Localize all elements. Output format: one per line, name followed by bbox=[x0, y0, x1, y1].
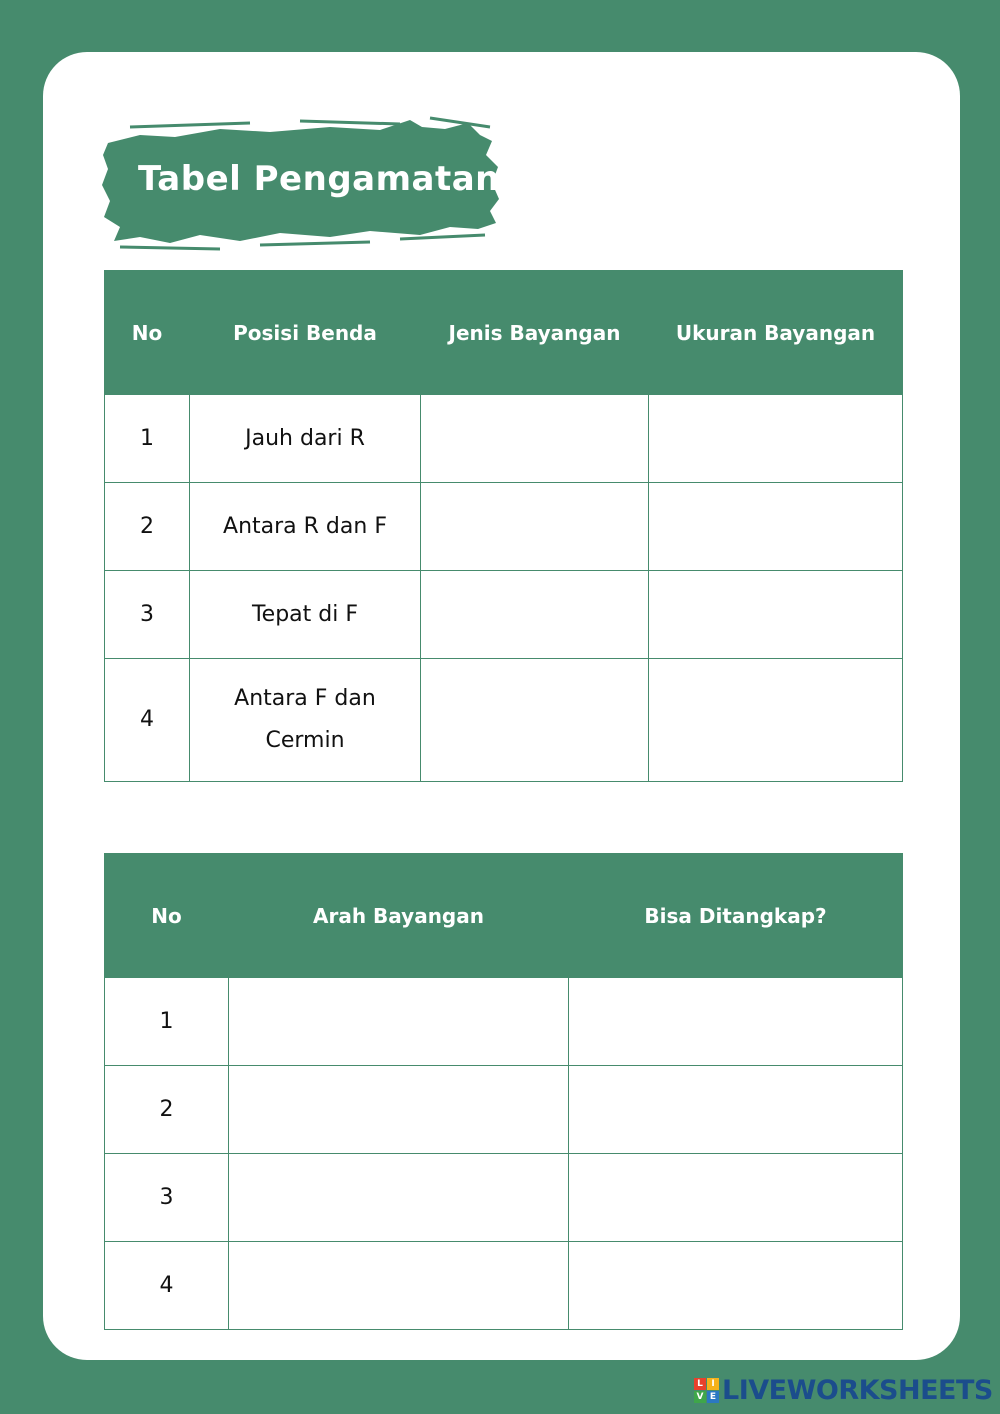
row-number: 3 bbox=[105, 571, 190, 659]
posisi-cell: Antara R dan F bbox=[190, 483, 421, 571]
title-banner bbox=[100, 115, 502, 253]
row-number: 4 bbox=[105, 1242, 229, 1330]
jenis-input-cell[interactable] bbox=[421, 659, 649, 782]
posisi-line-2: Cermin bbox=[265, 728, 345, 753]
table-row bbox=[105, 978, 903, 1066]
posisi-cell: Jauh dari R bbox=[190, 395, 421, 483]
page-title: Tabel Pengamatan bbox=[138, 159, 500, 199]
table-row bbox=[105, 395, 903, 483]
logo-grid-icon bbox=[694, 1378, 719, 1403]
table-row bbox=[105, 483, 903, 571]
table-row bbox=[105, 1154, 903, 1242]
row-number: 3 bbox=[105, 1154, 229, 1242]
header-posisi-benda: Posisi Benda bbox=[190, 271, 421, 395]
ukuran-input-cell[interactable] bbox=[649, 483, 903, 571]
row-number: 1 bbox=[105, 978, 229, 1066]
ukuran-input-cell[interactable] bbox=[649, 659, 903, 782]
arah-input-cell[interactable] bbox=[229, 978, 569, 1066]
ukuran-input-cell[interactable] bbox=[649, 395, 903, 483]
tangkap-input-cell[interactable] bbox=[569, 978, 903, 1066]
brand-name: LIVEWORKSHEETS bbox=[722, 1374, 993, 1406]
header-no: No bbox=[105, 854, 229, 978]
table-header-row bbox=[105, 271, 903, 395]
arah-input-cell[interactable] bbox=[229, 1154, 569, 1242]
jenis-input-cell[interactable] bbox=[421, 395, 649, 483]
arah-input-cell[interactable] bbox=[229, 1242, 569, 1330]
logo-tile: I bbox=[707, 1378, 719, 1390]
header-arah-bayangan: Arah Bayangan bbox=[229, 854, 569, 978]
posisi-cell bbox=[190, 659, 421, 782]
observation-table-1 bbox=[104, 270, 903, 782]
arah-input-cell[interactable] bbox=[229, 1066, 569, 1154]
header-bisa-ditangkap: Bisa Ditangkap? bbox=[569, 854, 903, 978]
table-row bbox=[105, 571, 903, 659]
liveworksheets-logo bbox=[694, 1374, 993, 1406]
jenis-input-cell[interactable] bbox=[421, 483, 649, 571]
logo-tile: V bbox=[694, 1391, 706, 1403]
tangkap-input-cell[interactable] bbox=[569, 1066, 903, 1154]
table-row bbox=[105, 1242, 903, 1330]
logo-tile: E bbox=[707, 1391, 719, 1403]
posisi-cell: Tepat di F bbox=[190, 571, 421, 659]
observation-table-2 bbox=[104, 853, 903, 1330]
table-row bbox=[105, 659, 903, 782]
row-number: 2 bbox=[105, 1066, 229, 1154]
tangkap-input-cell[interactable] bbox=[569, 1154, 903, 1242]
table-header-row bbox=[105, 854, 903, 978]
logo-tile: L bbox=[694, 1378, 706, 1390]
header-ukuran-bayangan: Ukuran Bayangan bbox=[649, 271, 903, 395]
jenis-input-cell[interactable] bbox=[421, 571, 649, 659]
posisi-line-1: Antara F dan bbox=[234, 686, 376, 711]
table-row bbox=[105, 1066, 903, 1154]
row-number: 2 bbox=[105, 483, 190, 571]
row-number: 1 bbox=[105, 395, 190, 483]
row-number: 4 bbox=[105, 659, 190, 782]
header-no: No bbox=[105, 271, 190, 395]
tangkap-input-cell[interactable] bbox=[569, 1242, 903, 1330]
header-jenis-bayangan: Jenis Bayangan bbox=[421, 271, 649, 395]
ukuran-input-cell[interactable] bbox=[649, 571, 903, 659]
